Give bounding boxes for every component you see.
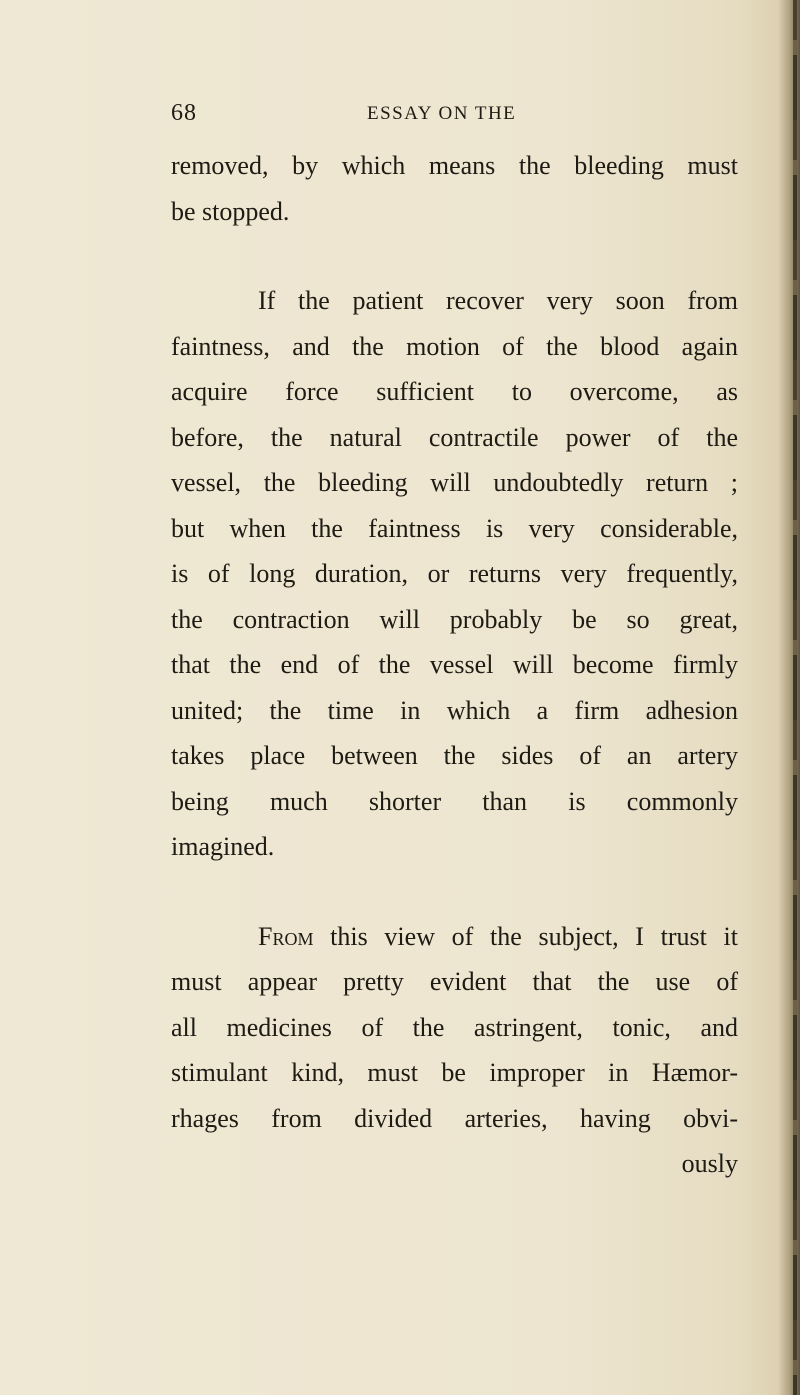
text-line: stimulant kind, must be improper in Hæmor- [171,1058,738,1087]
running-title: ESSAY ON THE [367,103,517,124]
text-fragment: this view of the subject, I trust it [330,921,738,951]
catchword: ously [681,1149,738,1178]
text-line: the contraction will probably be so great, [171,604,738,634]
text-line: be stopped. [171,196,290,226]
text-line: before, the natural contractile power of the [171,422,738,452]
text-line: but when the faintness is very considerable, [171,513,738,543]
paragraph-2 [171,278,738,870]
text-line [171,914,738,960]
text-line: removed, by which means the bleeding must [171,151,738,180]
text-line: united; the time in which a firm adhesion [171,695,738,725]
text-line: If the patient recover very soon from [258,286,738,315]
text-line: acquire force sufficient to overcome, as [171,377,738,406]
text-line: imagined. [171,832,275,861]
text-line: that the end of the vessel will become firmly [171,650,738,679]
binding-shadow [793,0,797,1395]
running-head [171,100,751,134]
small-caps-lead: From [258,921,314,951]
body-text [171,143,738,1187]
paragraph-1 [171,143,738,234]
text-line: must appear pretty evident that the use of [171,967,738,996]
text-line: being much shorter than is commonly [171,786,738,816]
text-line: faintness, and the motion of the blood again [171,331,738,361]
text-line: is of long duration, or returns very frequently, [171,559,738,588]
page-number: 68 [171,100,197,126]
text-line: rhages from divided arteries, having obvi- [171,1103,738,1133]
text-line: takes place between the sides of an artery [171,741,738,770]
paragraph-3 [171,914,738,1187]
text-line: vessel, the bleeding will undoubtedly return ; [171,468,738,497]
text-line: all medicines of the astringent, tonic, and [171,1012,738,1042]
